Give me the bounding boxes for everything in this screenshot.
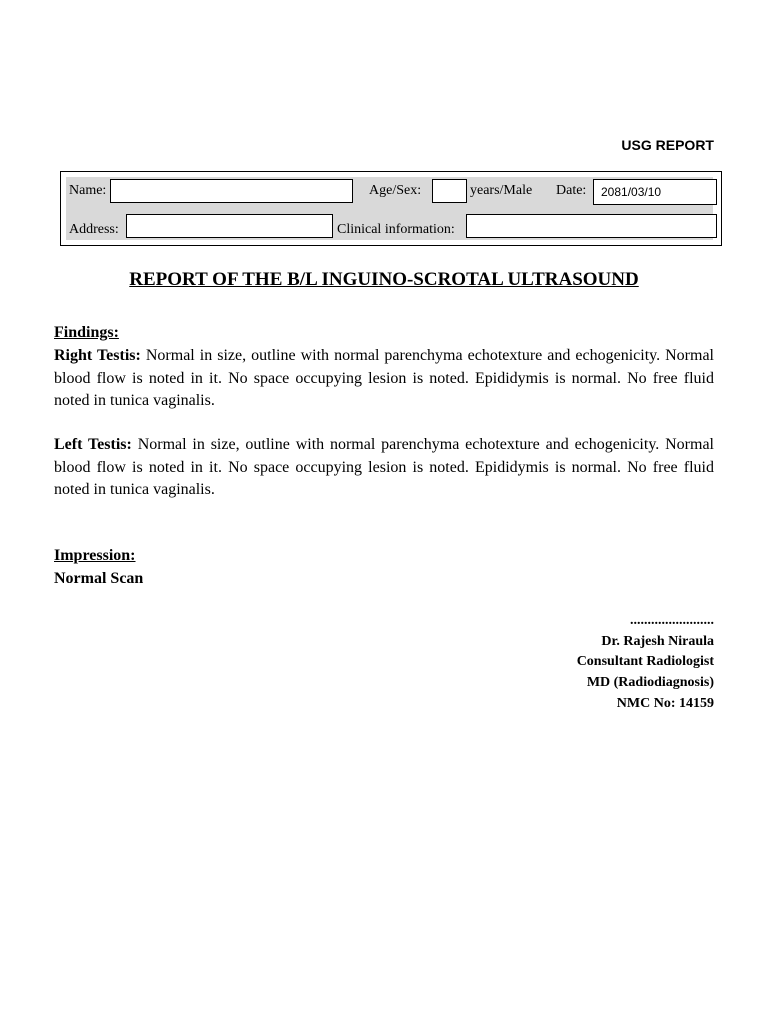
right-testis-paragraph	[54, 345, 714, 413]
age-sex-label: Age/Sex:	[369, 183, 422, 198]
date-field[interactable]: 2081/03/10	[593, 179, 717, 205]
findings-heading: Findings:	[54, 324, 119, 341]
signature-block	[577, 611, 714, 715]
address-label: Address:	[69, 222, 119, 237]
date-label: Date:	[556, 183, 587, 198]
age-field[interactable]	[432, 179, 467, 203]
doctor-title: Consultant Radiologist	[576, 654, 714, 670]
left-testis-label: Left Testis:	[54, 436, 132, 453]
signature-dots: ........................	[630, 613, 714, 628]
patient-info-box	[60, 171, 722, 246]
doctor-name: Dr. Rajesh Niraula	[601, 633, 714, 649]
name-field[interactable]	[110, 179, 353, 203]
right-testis-text: Normal in size, outline with normal parenchyma echotexture and echogenicity. Normal blood flow is noted in it. No space occupying lesion is noted. Epididymis is normal. No free fluid noted in tunica vaginalis.	[54, 347, 715, 409]
clinical-info-field[interactable]	[466, 214, 717, 238]
impression-heading: Impression:	[54, 547, 136, 564]
impression-text: Normal Scan	[54, 570, 144, 587]
report-type-title: USG REPORT	[621, 137, 714, 153]
nmc-number: NMC No: 14159	[616, 695, 714, 711]
years-male-label: years/Male	[470, 183, 533, 198]
name-label: Name:	[69, 183, 107, 198]
clinical-info-label: Clinical information:	[337, 222, 455, 237]
report-heading: REPORT OF THE B/L INGUINO-SCROTAL ULTRASOUND	[129, 269, 639, 290]
left-testis-paragraph	[54, 434, 714, 502]
patient-info-panel	[66, 177, 713, 240]
right-testis-label: Right Testis:	[54, 347, 141, 364]
address-field[interactable]	[126, 214, 333, 238]
left-testis-text: Normal in size, outline with normal parenchyma echotexture and echogenicity. Normal blood flow is noted in it. No space occupying lesion is noted. Epididymis is normal. No free fluid noted in tunica vaginalis.	[54, 436, 714, 498]
doctor-degree: MD (Radiodiagnosis)	[586, 675, 714, 691]
